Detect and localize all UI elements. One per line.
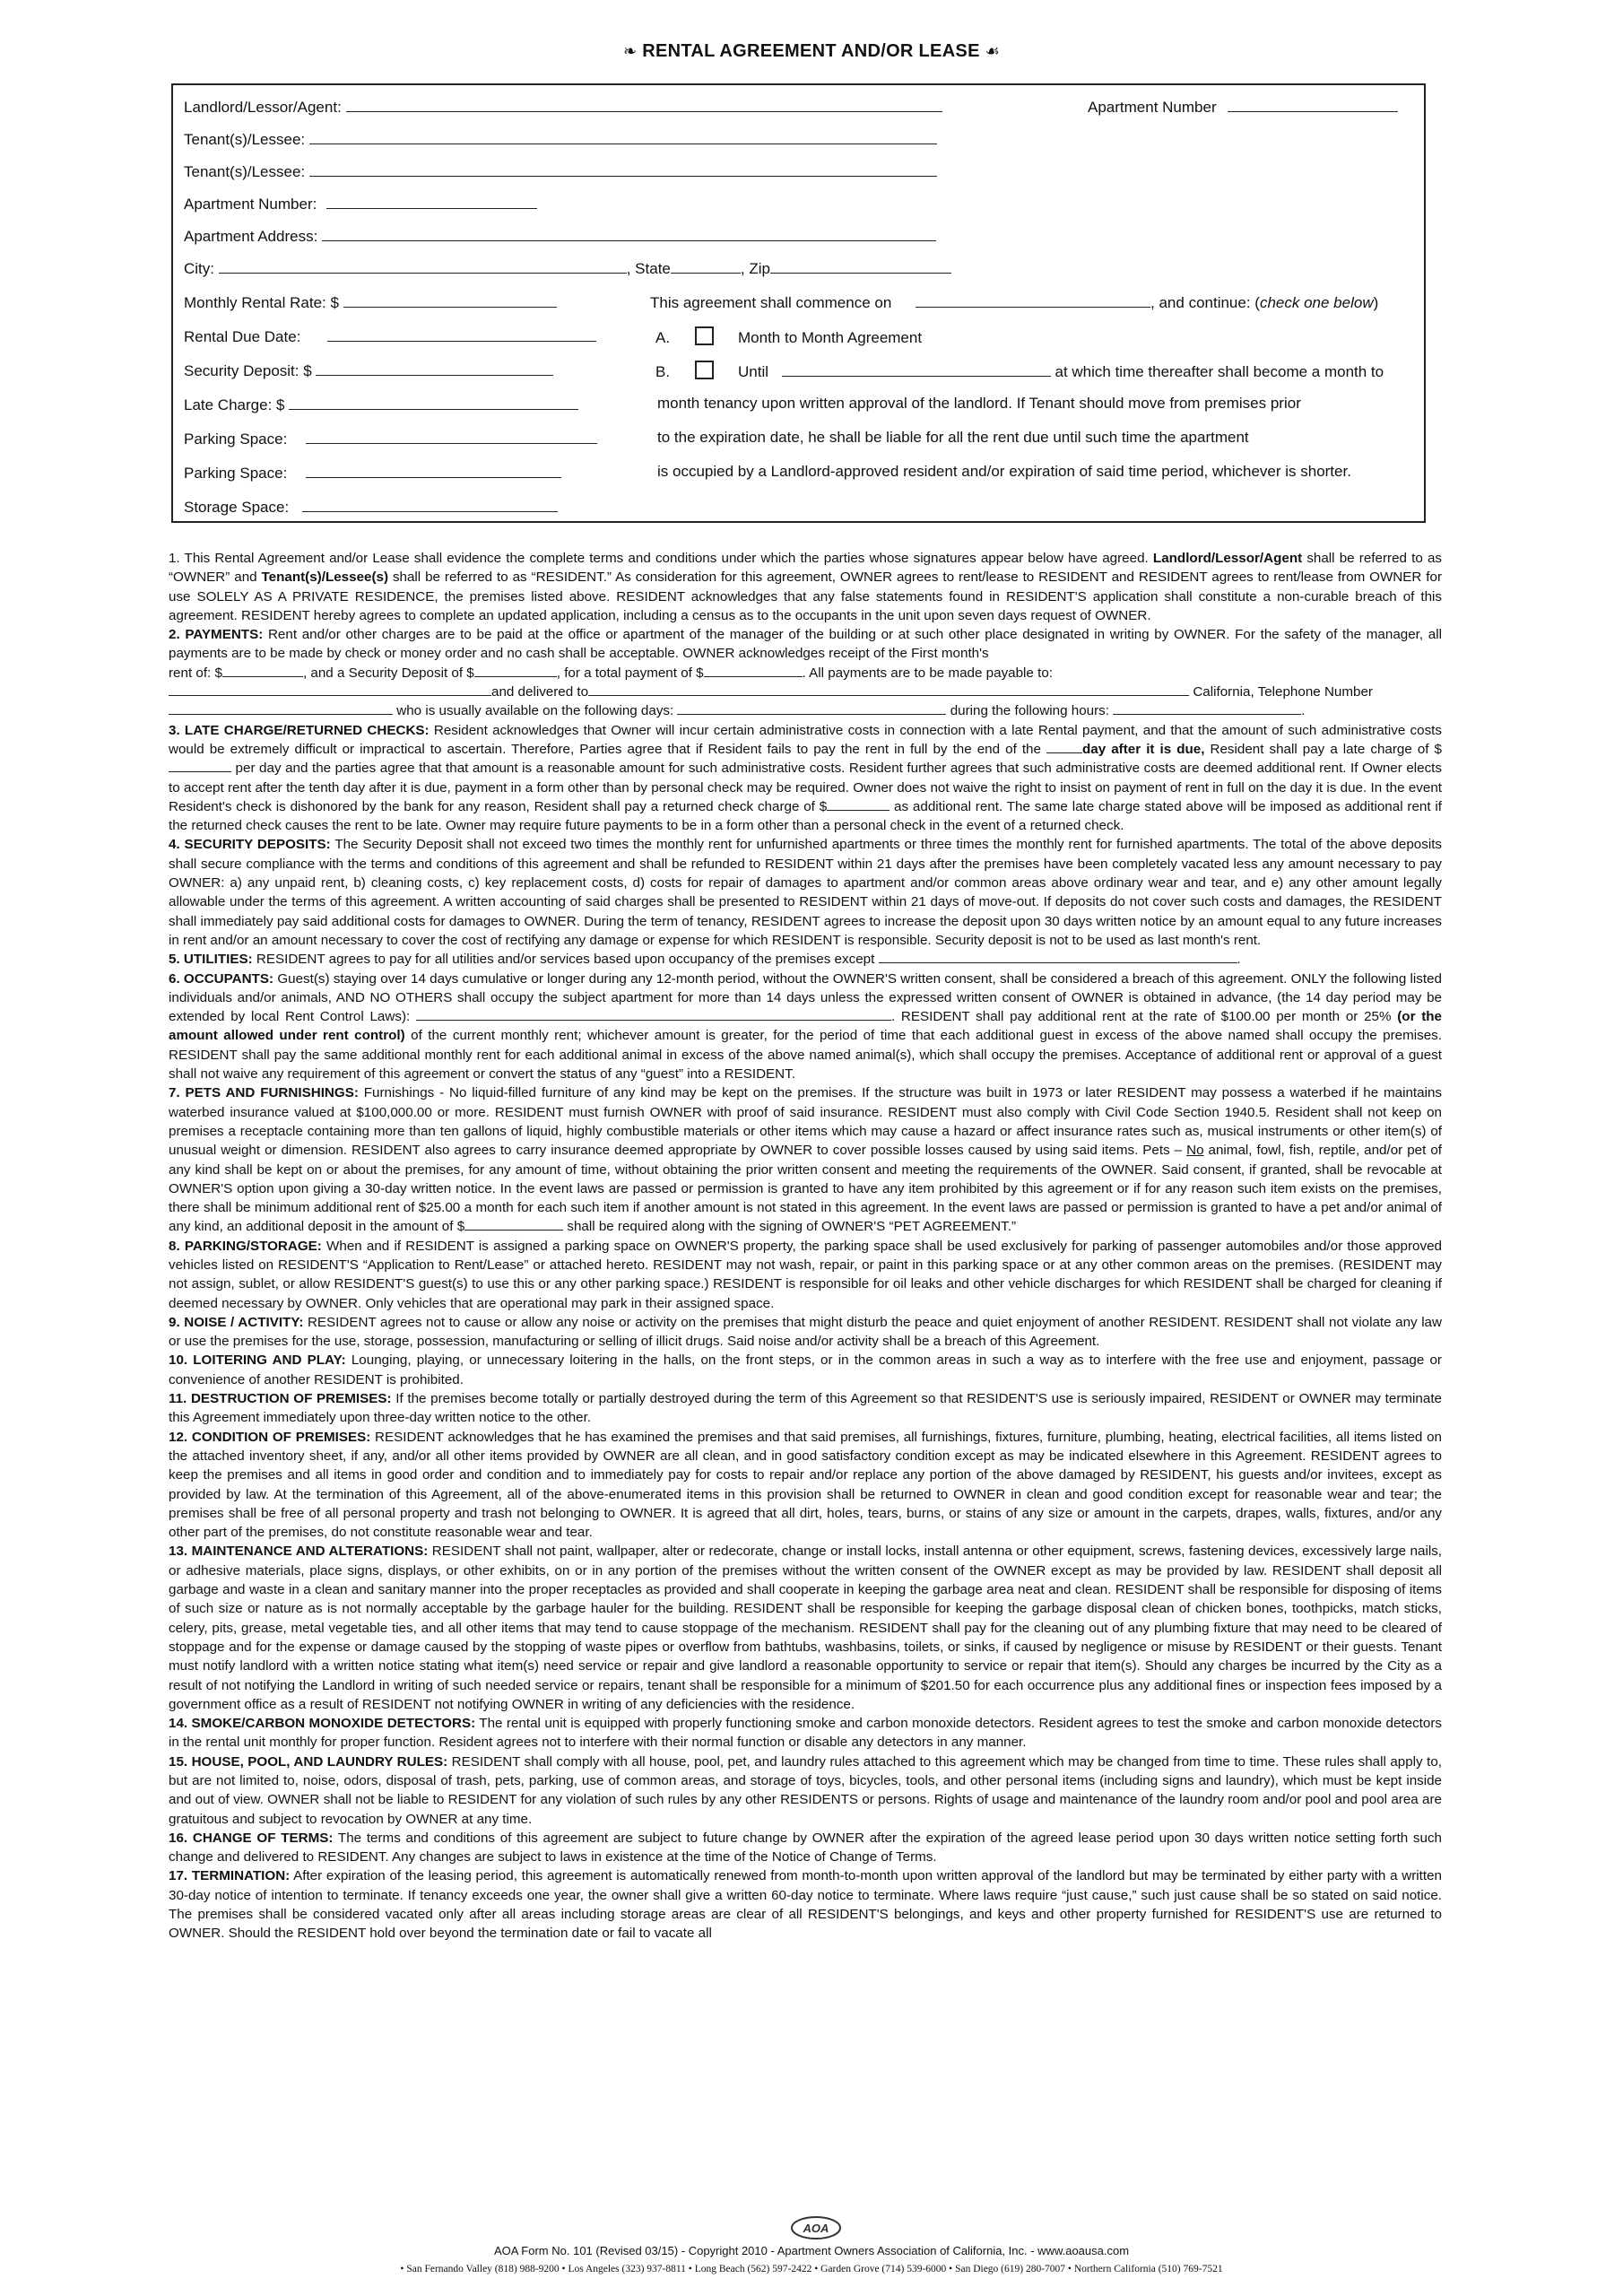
form-number-line: AOA Form No. 101 (Revised 03/15) - Copyright 2010 - Apartment Owners Association of California, Inc. - www.aoausa.com <box>493 2244 1130 2257</box>
apartment-address-row <box>184 226 936 246</box>
clause-10-heading: 10. LOITERING AND PLAY: <box>169 1352 346 1369</box>
option-b-until: Until <box>738 363 769 380</box>
clause-5-text: RESIDENT agrees to pay for all utilities and/or services based upon occupancy of the premises except <box>252 952 875 968</box>
clause-12 <box>169 1428 1442 1543</box>
clause-2-days-label: who is usually available on the following days: <box>396 703 674 719</box>
landlord-row <box>184 97 942 117</box>
payable-to-field[interactable] <box>169 683 491 696</box>
parking2-label: Parking Space: <box>184 465 288 482</box>
first-month-rent-field[interactable] <box>222 665 303 677</box>
clause-1-text-3: shall be referred to as “RESIDENT.” As consideration for this agreement, OWNER agrees to rent/lease to RESIDENT and RESIDENT agrees to rent/lease from OWNER for use SOLELY AS A PRIVATE RESIDENCE, the premises listed above. RESIDENT acknowledges that any false statements found in RESIDENT'S application shall constitute a non-curable breach of this agreement. RESIDENT hereby agrees to complete an updated application, including a census as to the occupants in the unit upon seven days request of OWNER. <box>169 570 1442 623</box>
clause-6-bold: (or the amount allowed under rent control) <box>169 1009 1442 1044</box>
clause-1 <box>169 549 1442 625</box>
security-deposit-row <box>184 361 553 380</box>
parking2-field[interactable] <box>306 463 561 478</box>
clause-2-rent-label: rent of: $ <box>169 665 222 681</box>
available-days-field[interactable] <box>677 702 946 715</box>
option-b-text: at which time thereafter shall become a month to <box>1055 363 1384 380</box>
storage-row <box>184 497 558 517</box>
utilities-except-field[interactable] <box>879 951 1237 963</box>
clause-6-text-3: of the current monthly rent; whichever amount is greater, for the period of time that each additional guest in excess of the above named shall occupy the premises. RESIDENT shall pay the same additional monthly rent for each additional animal in excess of the above named animal(s), which shall occupy the premises. Acceptance of additional rent or approval of a guest shall not waive any requirement of this agreement or convert the status of any “guest” into a RESIDENT. <box>169 1028 1442 1083</box>
apartment-address-field[interactable] <box>322 226 936 241</box>
clause-16 <box>169 1829 1442 1867</box>
clause-5: 5. UTILITIES: RESIDENT agrees to pay for all utilities and/or services based upon occupancy of the premises except . <box>169 952 1241 968</box>
security-deposit-field[interactable] <box>316 361 553 376</box>
option-b-letter: B. <box>655 363 671 380</box>
apartment-number-label: Apartment Number: <box>184 196 317 213</box>
monthly-rent-field[interactable] <box>343 292 557 308</box>
close-paren: ) <box>1373 294 1379 311</box>
apartment-number-row <box>184 194 537 213</box>
clause-6-heading: 6. OCCUPANTS: <box>169 970 274 987</box>
clause-8-text: When and if RESIDENT is assigned a parking space on OWNER'S property, the parking space shall be used exclusively for parking of passenger automobiles and/or those approved vehicles listed on RESIDENT'S “Application to Rent/Lease” or attached hereto. RESIDENT may not wash, repair, or paint in this parking space or at any other common areas on the premises. (RESIDENT may not assign, sublet, or allow RESIDENT'S guest(s) to use this or any other parking space.) RESIDENT is responsible for oil leaks and other vehicle discharges for which RESIDENT shall be charged for cleaning if deemed necessary by OWNER. Only vehicles that are operational may park in their assigned space. <box>169 1238 1442 1311</box>
clause-1-text-2: shall be referred to as “OWNER” and <box>169 551 1442 586</box>
delivered-to-field[interactable] <box>588 683 1189 696</box>
clause-3-text: Resident acknowledges that Owner will incur certain administrative costs in connection with a late Rental payment, and that the amount of such administrative costs would be extremely difficult or impractical to ascertain. Therefore, Parties agree that if Resident fails to pay the rent in full by the end of the <box>169 722 1442 757</box>
total-payment-field[interactable] <box>704 665 803 677</box>
office-locations-line: • San Fernando Valley (818) 988-9200 • Los Angeles (323) 937-8811 • Long Beach (562) 597-2422 • Garden Grove (714) 539-6000 • San Diego (619) 280-7007 • Northern California (510) 769-7521 <box>400 2264 1223 2274</box>
clause-17-text: After expiration of the leasing period, this agreement is automatically renewed from month-to-month upon written approval of the landlord but may be terminated by either party with a written 30-day notice of intention to terminate. If tenancy exceeds one year, the owner shall give a written 60-day notice to terminate. Where laws require “just cause,” such just cause shall be so stated on said notice. The premises shall be considered vacated only after all areas including storage areas are clear of all RESIDENT'S belongings, and keys and other property furnished for RESIDENT'S use are returned to OWNER. Should the RESIDENT hold over beyond the termination date or fail to vacate all <box>169 1868 1442 1942</box>
clause-7-underlined-no: No <box>1186 1143 1204 1159</box>
clause-3-heading: 3. LATE CHARGE/RETURNED CHECKS: <box>169 722 430 738</box>
commence-text: This agreement shall commence on <box>650 294 892 311</box>
tenant2-field[interactable] <box>309 161 937 177</box>
parking1-label: Parking Space: <box>184 430 288 448</box>
security-deposit-label: Security Deposit: $ <box>184 362 312 379</box>
logo-text: AOA <box>803 2222 829 2235</box>
city-label: City: <box>184 260 214 277</box>
until-date-field[interactable] <box>782 361 1051 377</box>
lease-header-form <box>171 83 1426 523</box>
storage-field[interactable] <box>302 497 558 512</box>
clause-9 <box>169 1313 1442 1352</box>
clause-5-heading: 5. UTILITIES: <box>169 952 253 968</box>
clause-17-heading: 17. TERMINATION: <box>169 1868 291 1884</box>
clause-13-heading: 13. MAINTENANCE AND ALTERATIONS: <box>169 1544 429 1560</box>
agreement-clauses <box>169 549 1442 1944</box>
tenant1-label: Tenant(s)/Lessee: <box>184 131 306 148</box>
parking1-field[interactable] <box>306 429 597 444</box>
tenant2-row <box>184 161 937 181</box>
option-a-text: Month to Month Agreement <box>738 329 923 346</box>
state-field[interactable] <box>671 258 741 274</box>
clause-1-text: 1. This Rental Agreement and/or Lease shall evidence the complete terms and conditions under which the parties whose signatures appear below have agreed. <box>169 551 1153 566</box>
clause-7 <box>169 1083 1442 1236</box>
clause-8 <box>169 1237 1442 1313</box>
clause-1-bold-tenant: Tenant(s)/Lessee(s) <box>261 570 389 586</box>
clause-7-heading: 7. PETS AND FURNISHINGS: <box>169 1085 359 1101</box>
clause-15-text: RESIDENT shall comply with all house, pool, pet, and laundry rules attached to this agreement which may be changed from time to time. These rules shall apply to, but are not limited to, noise, odors, disposal of trash, pets, parking, use of common areas, and storage of toys, bicycles, tools, and other personal items (including signs and laundry), which must be kept inside and out of view. OWNER shall not be liable to RESIDENT for any violation of such rules by any other RESIDENTS or persons. Rights of usage and maintenance of the laundry room and/or pool and pool area are gratuitous and subject to revocation by OWNER at any time. <box>169 1753 1442 1827</box>
state-label: , State <box>626 260 671 277</box>
clause-14-heading: 14. SMOKE/CARBON MONOXIDE DETECTORS: <box>169 1716 476 1732</box>
clause-3 <box>169 721 1442 836</box>
title-text: RENTAL AGREEMENT AND/OR LEASE <box>642 41 980 61</box>
clause-7-text: Furnishings - No liquid-filled furniture of any kind may be kept on the premises. If the structure was built in 1973 or later RESIDENT may possess a waterbed if he maintains waterbed insurance valued at $100,000.00 or more. RESIDENT must furnish OWNER with proof of said insurance. RESIDENT must also comply with Civil Code Section 1940.5. Resident shall not keep on premises a receptacle containing more than ten gallons of liquid, highly combustible materials or other items which may cause a hazard or affect insurance rates such as, musical instruments or other item(s) of unusual weight or dimension. RESIDENT also agrees to carry insurance deemed appropriate by OWNER to cover possible losses caused by using said items. Pets – <box>169 1085 1442 1159</box>
clause-9-heading: 9. NOISE / ACTIVITY: <box>169 1314 304 1330</box>
landlord-label: Landlord/Lessor/Agent: <box>184 99 342 116</box>
tenant2-label: Tenant(s)/Lessee: <box>184 163 306 180</box>
apartment-number-right-label: Apartment Number <box>1088 99 1217 116</box>
clause-9-text: RESIDENT agrees not to cause or allow any noise or activity on the premises that might disturb the peace and quiet enjoyment of another RESIDENT. RESIDENT shall not violate any law or use the premises for the use, storage, possession, manufacturing or selling of illicit drugs. Said noise and/or activity shall be a breach of this Agreement. <box>169 1314 1442 1350</box>
apartment-number-right-field[interactable] <box>1228 97 1398 112</box>
clause-2: 2. PAYMENTS: Rent and/or other charges are to be paid at the office or apartment of the manager of the building or at such other place designated in writing by OWNER. For the safety of the manager, all payments are to be made by check or money order and no cash shall be acceptable. OWNER acknowledges receipt of the First month's rent of: $ , and a Security Deposit of $ , for a total payment of $ . All payments are to be made payable to: and delivered to California, Telephone Number who is usually available on the following days: during the following hours: . <box>169 627 1442 719</box>
clause-12-heading: 12. CONDITION OF PREMISES: <box>169 1429 371 1445</box>
option-a-letter: A. <box>655 329 671 346</box>
clause-13-text: RESIDENT shall not paint, wallpaper, alter or redecorate, change or install locks, install antenna or other equipment, screws, fastening devices, excessively large nails, or adhesive materials, place signs, displays, or other exhibits, on or in any portion of the premises without the written consent of the OWNER except as may be provided by law. RESIDENT shall deposit all garbage and waste in a clean and sanitary manner into the proper receptacles as provided and shall cooperate in keeping the garbage area neat and clean. RESIDENT shall be responsible for disposing of items of such size or nature as is not normally acceptable by the garbage hauler for the building. RESIDENT shall be responsible for keeping the garbage disposal clean of chicken bones, toothpicks, match sticks, celery, pits, grease, metal vegetable ties, and all other items that may tend to cause stoppage of the mechanism. RESIDENT shall pay for the cleaning out of any plumbing fixture that may need to be cleared of stoppage and for the expense or damage caused by the stopping of waste pipes or overflow from bathtubs, washbasins, toilets, or sinks, if caused by negligence or misuse by RESIDENT or their guests. Tenant must notify landlord with a written notice stating what item(s) need service or repair and give landlord a reasonable opportunity to service or repair that item(s). Should any charges be incurred by the City as a result of not notifying the Landlord in writing of such needed service or repairs, tenant shall be responsible for a minimum of $201.50 for each occurrence plus any additional fines or inspection fees imposed by a government office as a result of RESIDENT not notifying OWNER in writing of any deficiencies with the residence. <box>169 1544 1443 1712</box>
rental-due-row <box>184 326 596 346</box>
monthly-rent-label: Monthly Rental Rate: $ <box>184 294 339 311</box>
clause-3-bold: day after it is due, <box>1082 741 1205 757</box>
clause-8-heading: 8. PARKING/STORAGE: <box>169 1238 322 1254</box>
apartment-address-label: Apartment Address: <box>184 228 318 245</box>
clause-6-text: Guest(s) staying over 14 days cumulative or longer during any 12-month period, without the OWNER'S written consent, shall be considered a breach of this agreement. ONLY the following listed individuals and/or animals, AND NO OTHERS shall occupy the subject apartment for more than 14 days unless the expressed written consent of OWNER is obtained in advance, (the 14 day period may be extended by local Rent Control Laws): <box>169 970 1442 1025</box>
late-day-field[interactable] <box>1046 741 1082 753</box>
clause-10-text: Lounging, playing, or unnecessary loitering in the halls, on the front steps, or in the common areas in such a way as to interfere with the free use and enjoyment, passage or convenience of another RESIDENT is prohibited. <box>169 1352 1442 1387</box>
rental-due-label: Rental Due Date: <box>184 328 301 345</box>
clause-14-text: The rental unit is equipped with properly functioning smoke and carbon monoxide detectors. Resident agrees to test the smoke and carbon monoxide detectors in the rental unit monthly for proper function. Resident agrees not to interfere with their normal function or disable any detectors in any manner. <box>169 1716 1442 1751</box>
document-title <box>0 41 1623 62</box>
aoa-logo-icon <box>791 2215 841 2240</box>
zip-label: , Zip <box>740 260 770 277</box>
landlord-field[interactable] <box>346 97 942 112</box>
clause-4 <box>169 835 1442 950</box>
clause-6-text-2: . RESIDENT shall pay additional rent at the rate of $100.00 per month or 25% <box>890 1009 1398 1025</box>
option-b-checkbox[interactable] <box>695 361 714 379</box>
clause-2-payable-label: . All payments are to be made payable to: <box>802 665 1053 681</box>
clause-7-text-3: shall be required along with the signing of OWNER'S “PET AGREEMENT.” <box>563 1219 1016 1235</box>
zip-field[interactable] <box>770 258 951 274</box>
tenant1-field[interactable] <box>309 129 937 144</box>
clause-13 <box>169 1542 1442 1714</box>
late-charge-amount-field[interactable] <box>169 760 231 772</box>
clause-11-heading: 11. DESTRUCTION OF PREMISES: <box>169 1391 392 1407</box>
term-line2: to the expiration date, he shall be liable for all the rent due until such time the apartment <box>657 429 1249 446</box>
term-line3: is occupied by a Landlord-approved resident and/or expiration of said time period, whichever is shorter. <box>657 463 1351 480</box>
clause-2-deposit-label: , and a Security Deposit of $ <box>302 665 474 681</box>
option-b-row <box>655 361 1384 381</box>
clause-2-phone-label: California, Telephone Number <box>1193 684 1373 700</box>
clause-7-text-2: animal, fowl, fish, reptile, and/or pet of any kind shall be kept on or about the premises, for any amount of time, without obtaining the prior written consent and meeting the requirements of the OWNER. Said consent, if granted, shall be revocable at OWNER'S option upon giving a 30-day written notice. In the event laws are passed or permission is granted to have any item prohibited by this agreement or if for any reason such item exists on the premises, there shall be minimum additional rent of $25.00 a month for each such item if another amount is not stated in this agreement. In the event laws are passed or permission is granted to have a pet and/or animal of any kind, an additional deposit in the amount of $ <box>169 1143 1442 1235</box>
rental-due-field[interactable] <box>327 326 596 342</box>
late-charge-field[interactable] <box>289 395 578 410</box>
late-charge-row <box>184 395 578 414</box>
city-field[interactable] <box>219 258 627 274</box>
term-line1: month tenancy upon written approval of the landlord. If Tenant should move from premises prior <box>657 395 1301 412</box>
clause-2-delivered-label: and delivered to <box>491 684 589 700</box>
clause-12-text: RESIDENT acknowledges that he has examined the premises and that said premises, all furnishings, fixtures, furniture, plumbing, heating, electrical facilities, all items listed on the attached inventory sheet, if any, and/or all other items provided by OWNER are all clean, and in good satisfactory condition except as may be indicated elsewhere in this Agreement. RESIDENT agrees to keep the premises and all items in good order and condition and to immediately pay for costs to repair and/or replace any portion of the above damaged by RESIDENT, his guests and/or invitees, except as provided by law. At the termination of this Agreement, all of the above-enumerated items in this provision shall be returned to OWNER in clean and good condition except for reasonable wear and tear; the premises shall be free of all personal property and trash not belonging to OWNER. It is agreed that all dirt, holes, tears, burns, or stains of any size or amount in the carpets, drapes, walls, fixtures, and/or any other part of the premises, do not constitute reasonable wear and tear. <box>169 1429 1443 1541</box>
clause-16-text: The terms and conditions of this agreement are subject to future change by OWNER after the expiration of the agreed lease period upon 30 days written notice setting forth such change and delivered to RESIDENT. Any changes are subject to laws in existence at the time of the Notice of Change of Terms. <box>169 1830 1442 1866</box>
clause-11 <box>169 1389 1442 1428</box>
check-one-text: check one below <box>1259 294 1374 311</box>
clause-14 <box>169 1714 1442 1752</box>
clause-2-total-label: , for a total payment of $ <box>556 665 704 681</box>
clause-15-heading: 15. HOUSE, POOL, AND LAUNDRY RULES: <box>169 1753 448 1770</box>
clause-6 <box>169 970 1442 1084</box>
city-row <box>184 258 951 278</box>
clause-3-text-3: per day and the parties agree that that amount is a reasonable amount for such administrative costs. Resident further agrees that such administrative costs are deemed additional rent. If Owner elects to accept rent after the tenth day after it is due, payment in a form other than by personal check may be required. Owner does not waive the right to insist on payment of rent in full on the day it is due. In the event Resident's check is dishonored by the bank for any reason, Resident shall pay a returned check charge of $ <box>169 761 1442 814</box>
monthly-rent-row <box>184 292 557 312</box>
apartment-number-field[interactable] <box>326 194 537 209</box>
commence-date-field[interactable] <box>916 292 1150 308</box>
late-charge-label: Late Charge: $ <box>184 396 285 413</box>
storage-label: Storage Space: <box>184 499 290 516</box>
parking1-row <box>184 429 597 448</box>
clause-4-text: The Security Deposit shall not exceed two times the monthly rent for unfurnished apartments or three times the monthly rent for furnished apartments. The total of the above deposits shall secure compliance with the terms and conditions of this agreement and shall be refunded to RESIDENT within 21 days after the premises have been completely vacated less any amount necessary to pay OWNER: a) any unpaid rent, b) cleaning costs, c) key replacement costs, d) costs for repair of damages to apartment and/or common areas above ordinary wear and tear, and e) any other amount legally allowable under the terms of this agreement. A written accounting of said charges shall be presented to RESIDENT within 21 days of move-out. If deposits do not cover such costs and damages, the RESIDENT shall immediately pay said additional costs for damages to OWNER. During the term of tenancy, RESIDENT agrees to increase the deposit upon 30 days written notice by an amount equal to any future increases in rent and/or an amount necessary to cover the cost of rectifying any damage or expense for which RESIDENT is responsible. Security deposit is not to be used as last month's rent. <box>169 837 1443 948</box>
clause-15 <box>169 1752 1442 1829</box>
clause-10 <box>169 1351 1442 1389</box>
occupants-field[interactable] <box>416 1008 891 1021</box>
clause-16-heading: 16. CHANGE OF TERMS: <box>169 1830 334 1846</box>
pet-deposit-field[interactable] <box>464 1218 563 1231</box>
available-hours-field[interactable] <box>1113 702 1301 715</box>
clause-3-text-2: Resident shall pay a late charge of $ <box>1204 741 1442 757</box>
commence-row <box>650 292 1378 312</box>
continue-text: , and continue: ( <box>1150 294 1260 311</box>
clause-2-hours-label: during the following hours: <box>950 703 1109 719</box>
telephone-field[interactable] <box>169 702 393 715</box>
tenant1-row <box>184 129 937 149</box>
clause-1-bold-landlord: Landlord/Lessor/Agent <box>1152 551 1303 566</box>
option-a-row <box>655 326 922 347</box>
clause-4-heading: 4. SECURITY DEPOSITS: <box>169 837 331 853</box>
apartment-number-right <box>1088 97 1398 117</box>
option-a-checkbox[interactable] <box>695 326 714 345</box>
clause-11-text: If the premises become totally or partially destroyed during the term of this Agreement so that RESIDENT'S use is seriously impaired, RESIDENT or OWNER may terminate this Agreement immediately upon three-day written notice to the other. <box>169 1391 1442 1426</box>
ornament-right-icon: ☙ <box>985 42 1001 60</box>
clause-2-text: Rent and/or other charges are to be paid at the office or apartment of the manager of the building or at such other place designated in writing by OWNER. For the safety of the manager, all payments are to be made by check or money order and no cash shall be acceptable. OWNER acknowledges receipt of the First month's <box>169 627 1442 662</box>
security-deposit-amount-field[interactable] <box>474 665 557 677</box>
clause-17 <box>169 1866 1442 1943</box>
returned-check-charge-field[interactable] <box>827 798 890 811</box>
ornament-left-icon: ❧ <box>622 42 638 60</box>
clause-3-text-4: as additional rent. The same late charge stated above will be imposed as additional rent if the returned check causes the rent to be late. Owner may require future payments to be in a form other than a personal check in the event of a returned check. <box>169 798 1443 834</box>
clause-2-heading: 2. PAYMENTS: <box>169 627 264 643</box>
parking2-row <box>184 463 561 483</box>
